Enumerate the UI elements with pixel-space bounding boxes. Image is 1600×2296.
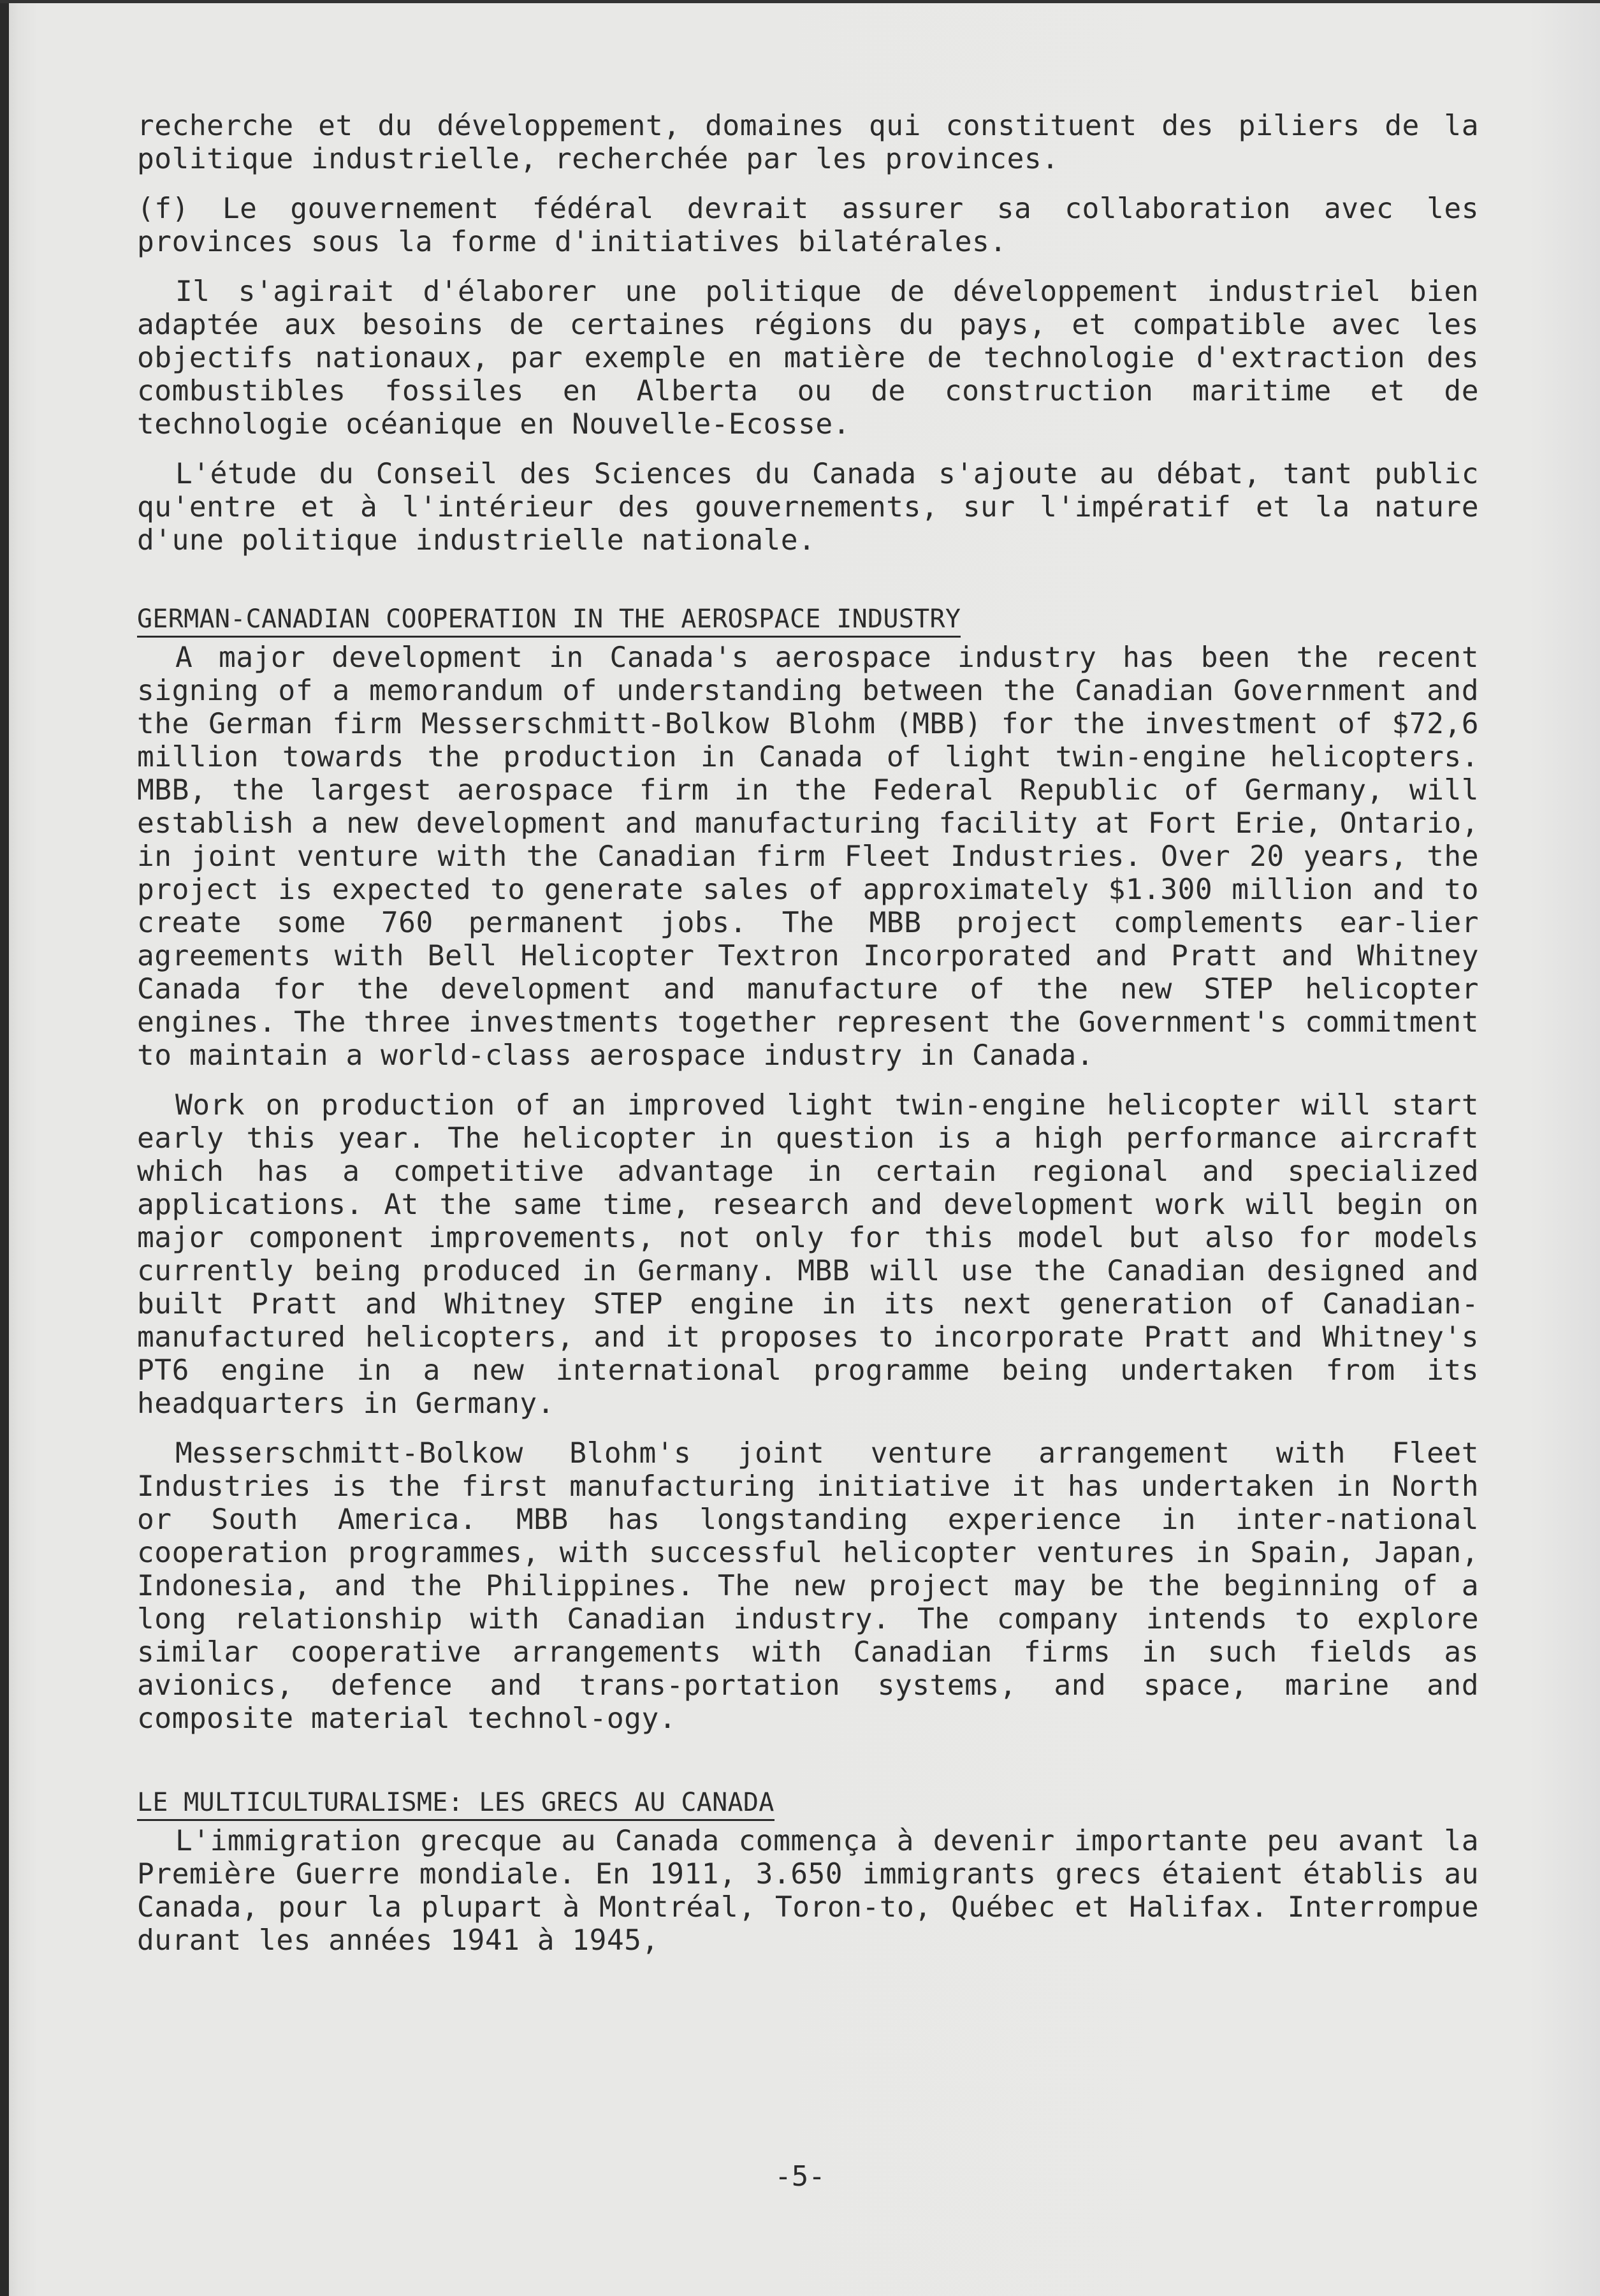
scan-left-edge (0, 0, 9, 2296)
paragraph-continued: recherche et du développement, domaines qui constituent des piliers de la politique industrielle, recherchée par les provinces. (137, 110, 1479, 175)
page-content (137, 110, 1479, 1974)
section-heading-wrap (137, 1785, 1479, 1821)
paragraph-aerospace-1: A major development in Canada's aerospace industry has been the recent signing of a memorandum of understanding between the Canadian Government and the German firm Messerschmitt-Bolkow Blohm (MBB) for the investment of $72,6 million towards the production in Canada of light twin-engine helicopters. MBB, the largest aerospace firm in the Federal Republic of Germany, will establish a new development and manufacturing facility at Fort Erie, Ontario, in joint venture with the Canadian firm Fleet Industries. Over 20 years, the project is expected to generate sales of approximately $1.300 million and to create some 760 permanent jobs. The MBB project complements ear-lier agreements with Bell Helicopter Textron Incorporated and Pratt and Whitney Canada for the development and manufacture of the new STEP helicopter engines. The three investments together represent the Government's commitment to maintain a world-class aerospace industry in Canada. (137, 641, 1479, 1072)
paragraph-aerospace-3: Messerschmitt-Bolkow Blohm's joint venture arrangement with Fleet Industries is the first manufacturing initiative it has undertaken in North or South America. MBB has longstanding experience in inter-national cooperation programmes, with successful helicopter ventures in Spain, Japan, Indonesia, and the Philippines. The new project may be the beginning of a long relationship with Canadian industry. The company intends to explore similar cooperative arrangements with Canadian firms in such fields as avionics, defence and trans-portation systems, and space, marine and composite material technol-ogy. (137, 1437, 1479, 1735)
page-number: -5- (775, 2160, 825, 2193)
paragraph-aerospace-2: Work on production of an improved light twin-engine helicopter will start early this year. The helicopter in question is a high performance aircraft which has a competitive advantage in certain regional and specialized applications. At the same time, research and development work will begin on major component improvements, not only for this model but also for models currently being produced in Germany. MBB will use the Canadian designed and built Pratt and Whitney STEP engine in its next generation of Canadian-manufactured helicopters, and it proposes to incorporate Pratt and Whitney's PT6 engine in a new international programme being undertaken from its headquarters in Germany. (137, 1089, 1479, 1420)
section-heading-multiculturalism: LE MULTICULTURALISME: LES GRECS AU CANADA (137, 1786, 775, 1821)
paragraph-science-council: L'étude du Conseil des Sciences du Canada s'ajoute au débat, tant public qu'entre et à l'intérieur des gouvernements, sur l'impératif et la nature d'une politique industrielle nationale. (137, 458, 1479, 557)
section-heading-aerospace: GERMAN-CANADIAN COOPERATION IN THE AEROSPACE INDUSTRY (137, 603, 961, 638)
section-heading-wrap (137, 602, 1479, 638)
paragraph-item-f: (f) Le gouvernement fédéral devrait assurer sa collaboration avec les provinces sous la forme d'initiatives bilatérales. (137, 193, 1479, 258)
paragraph-regional-policy: Il s'agirait d'élaborer une politique de développement industriel bien adaptée aux besoins de certaines régions du pays, et compatible avec les objectifs nationaux, par exemple en matière de technologie d'extraction des combustibles fossiles en Alberta ou de construction maritime et de technologie océanique en Nouvelle-Ecosse. (137, 275, 1479, 441)
scan-top-edge (0, 0, 1600, 3)
paragraph-greeks-1: L'immigration grecque au Canada commença à devenir importante peu avant la Première Guerre mondiale. En 1911, 3.650 immigrants grecs étaient établis au Canada, pour la plupart à Montréal, Toron-to, Québec et Halifax. Interrompue durant les années 1941 à 1945, (137, 1825, 1479, 1957)
